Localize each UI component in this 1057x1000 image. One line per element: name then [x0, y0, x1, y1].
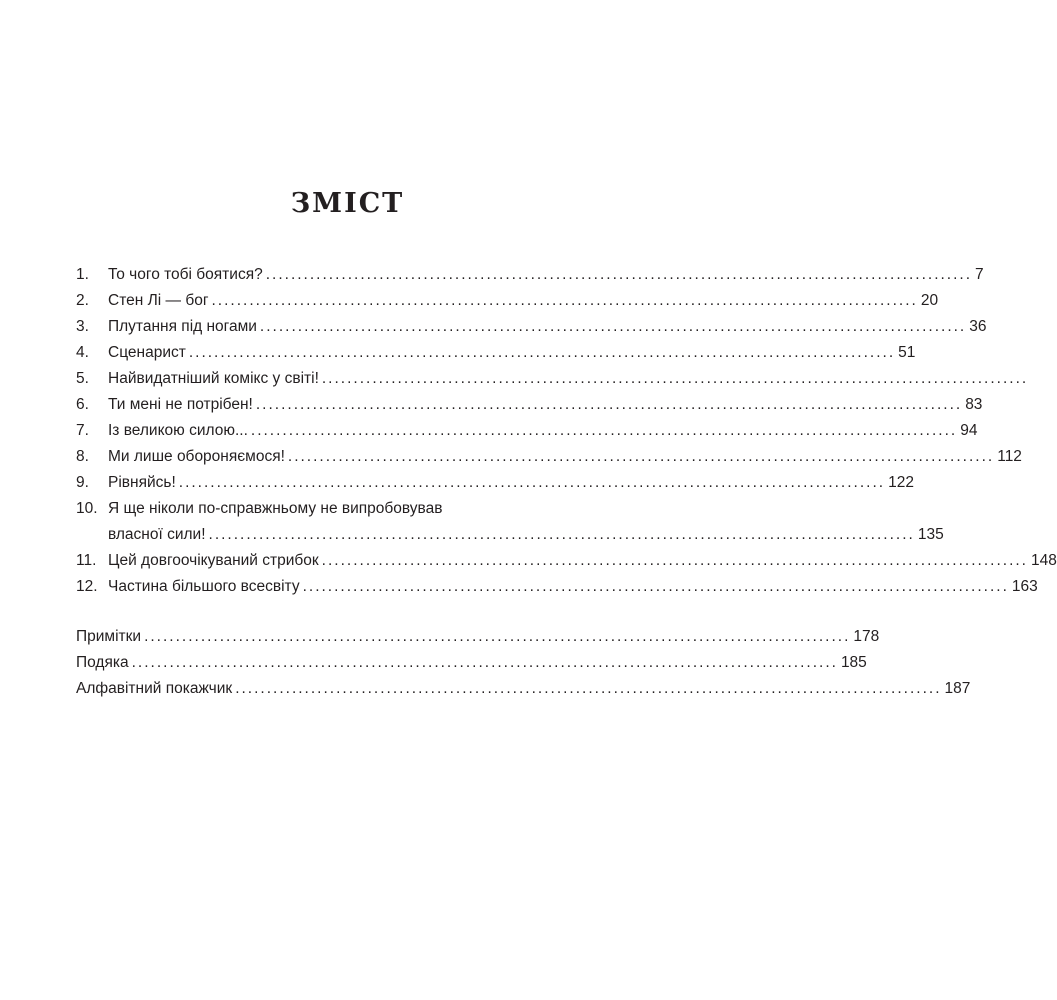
dot-leader: ................................................................................................................: [259, 318, 967, 335]
chapter-title: Ти мені не потрібен!: [108, 396, 253, 413]
page-number: 36: [969, 318, 987, 335]
chapter-number: 11.: [76, 552, 97, 569]
toc-entry[interactable]: [76, 496, 944, 548]
toc-entry[interactable]: [76, 314, 987, 340]
dot-leader: ................................................................................................................: [255, 396, 963, 413]
dot-leader: ................................................................................................................: [235, 680, 942, 697]
dot-leader: ................................................................................................................: [211, 292, 918, 309]
toc-entry[interactable]: [76, 262, 984, 288]
page-number: 163: [1011, 578, 1038, 595]
toc-entry[interactable]: [76, 366, 1029, 392]
dot-leader: ................................................................................................................: [287, 448, 995, 465]
chapter-title: Цей довгоочікуваний стрибок: [108, 552, 319, 569]
toc-entry[interactable]: [76, 418, 978, 444]
dot-leader: ................................................................................................................: [265, 266, 973, 283]
page-number: 20: [920, 292, 939, 309]
chapter-title: Частина більшого всесвіту: [108, 578, 300, 595]
toc-entry[interactable]: [76, 470, 914, 496]
dot-leader: ................................................................................................................: [302, 578, 1009, 595]
chapter-number: 2.: [76, 292, 89, 309]
toc-entry-back-matter[interactable]: [76, 624, 880, 650]
chapter-title: Рівняйсь!: [108, 474, 176, 491]
page-number: 112: [997, 448, 1022, 465]
chapter-title-line-2: власної сили!: [108, 526, 206, 543]
chapter-title: Плутання під ногами: [108, 318, 257, 335]
page-number: 148: [1031, 552, 1057, 569]
page-number: 51: [898, 344, 916, 361]
dot-leader: ................................................................................................................: [188, 344, 896, 361]
chapter-number: 1.: [76, 266, 89, 283]
chapter-title: То чого тобі боятися?: [108, 266, 263, 283]
page-number: 135: [917, 526, 944, 543]
table-of-contents: [76, 262, 1057, 702]
chapter-title-line-1: Я ще ніколи по-справжньому не випробовував: [108, 500, 443, 517]
dot-leader: ................................................................................................................: [178, 474, 886, 491]
dot-leader: ................................................................................................................: [208, 526, 915, 543]
chapter-number: 10.: [76, 500, 98, 517]
chapter-number: 12.: [76, 578, 98, 595]
chapter-number: 6.: [76, 396, 89, 413]
chapter-title: Ми лише обороняємося!: [108, 448, 285, 465]
back-matter-title: Алфавітний покажчик: [76, 680, 233, 697]
toc-entry-back-matter[interactable]: [76, 676, 971, 702]
chapter-number: 4.: [76, 344, 89, 361]
chapter-title: Із великою силою...: [108, 422, 248, 439]
chapter-number: 7.: [76, 422, 89, 439]
page-number: 187: [944, 680, 971, 697]
chapter-number: 3.: [76, 318, 89, 335]
section-spacer: [76, 600, 611, 624]
toc-entry[interactable]: [76, 574, 1038, 600]
page-number: 83: [965, 396, 983, 413]
page-number: 94: [960, 422, 978, 439]
chapter-number: 9.: [76, 474, 89, 491]
chapter-number: 5.: [76, 370, 89, 387]
toc-entry[interactable]: [76, 340, 916, 366]
page-number: 178: [853, 628, 880, 645]
chapter-title: Сценарист: [108, 344, 186, 361]
chapter-title: Стен Лі — бог: [108, 292, 209, 309]
page-number: 7: [975, 266, 984, 283]
dot-leader: ................................................................................................................: [144, 628, 851, 645]
dot-leader: ................................................................................................................: [321, 552, 1028, 569]
back-matter-title: Подяка: [76, 654, 129, 671]
chapter-title: Найвидатніший комікс у світі!: [108, 370, 319, 387]
chapter-number: 8.: [76, 448, 89, 465]
toc-entry[interactable]: [76, 288, 939, 314]
back-matter-title: Примітки: [76, 628, 142, 645]
toc-entry[interactable]: [76, 548, 1057, 574]
toc-entry[interactable]: [76, 392, 983, 418]
page-number: 185: [840, 654, 867, 671]
toc-entry-back-matter[interactable]: [76, 650, 867, 676]
dot-leader: ................................................................................................................: [321, 370, 1029, 387]
toc-entry[interactable]: [76, 444, 1022, 470]
dot-leader: ................................................................................................................: [131, 654, 838, 671]
page-title: ЗМІСТ: [290, 188, 405, 219]
page-number: 122: [888, 474, 914, 491]
dot-leader: ................................................................................................................: [250, 422, 958, 439]
